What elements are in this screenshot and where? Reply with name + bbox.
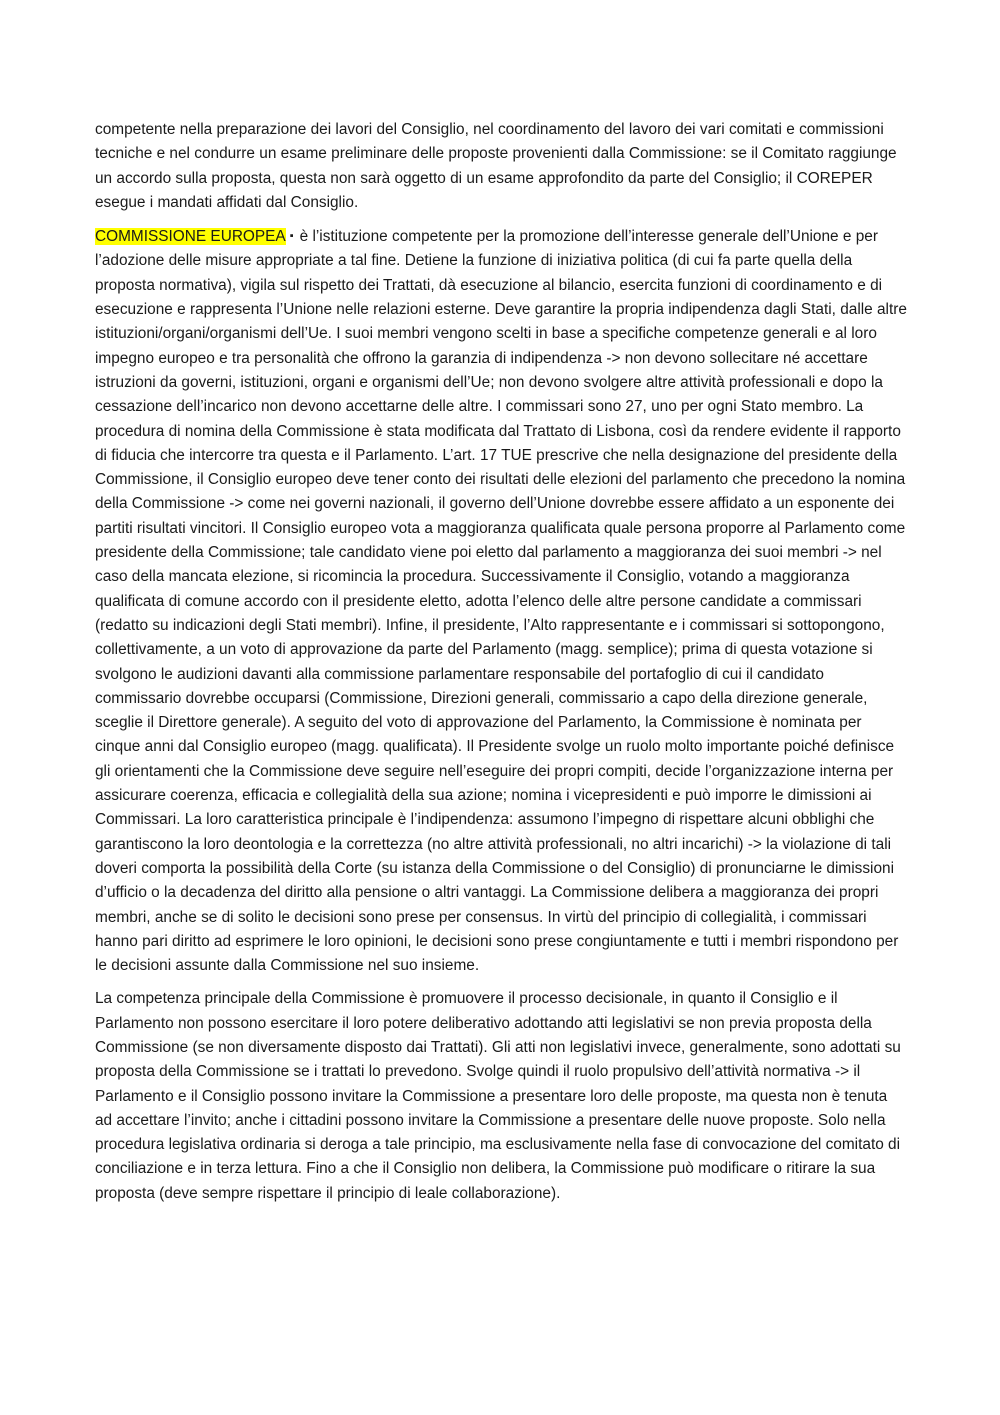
paragraph-commissione-body: è l’istituzione competente per la promozione dell’interesse generale dell’Unione e per l’adozione delle misure appropriate a tal fine. Detiene la funzione di iniziativa politica (di cui fa parte quella della proposta normativa), vigila sul rispetto dei Trattati, dà esecuzione al bilancio, esercita funzioni di coordinamento e di esecuzione e rappresenta l’Unione nelle relazioni esterne. Deve garantire la propria indipendenza dagli Stati, dalle altre istituzioni/organi/organismi dell’Ue. I suoi membri vengono scelti in base a specifiche competenze generali e al loro impegno europeo e tra personalità che offrono la garanzia di indipendenza -> non devono sollecitare né accettare istruzioni da governi, istituzioni, organi e organismi dell’Ue; non devono svolgere altre attività professionali e dopo la cessazione dell’incarico non devono accettarne delle altre. I commissari sono 27, uno per ogni Stato membro. La procedura di nomina della Commissione è stata modificata dal Trattato di Lisbona, così da rendere evidente il rapporto di fiducia che intercorre tra questa e il Parlamento. L’art. 17 TUE prescrive che nella designazione del presidente della Commissione, il Consiglio europeo deve tener conto dei risultati delle elezioni del parlamento che precedono la nomina della Commissione -> come nei governi nazionali, il governo dell’Unione dovrebbe essere affidato a un esponente dei partiti risultati vincitori. Il Consiglio europeo vota a maggioranza qualificata quale persona proporre al Parlamento come presidente della Commissione; tale candidato viene poi eletto dal parlamento a maggioranza dei suoi membri -> nel caso della mancata elezione, si ricomincia la procedura. Successivamente il Consiglio, votando a maggioranza qualificata di comune accordo con il presidente eletto, adotta l’elenco delle altre persone candidate a commissari (redatto su indicazioni degli Stati membri). Infine, il presidente, l’Alto rappresentante e i commissari si sottopongono, collettivamente, a un voto di approvazione da parte del Parlamento (magg. semplice); prima di questa votazione si svolgono le audizioni davanti alla commissione parlamentare responsabile del portafoglio di cui il candidato commissario dovrebbe occuparsi (Commissione, Direzioni generali, commissario a capo della direzione generale, sceglie il Direttore generale). A seguito del voto di approvazione del Parlamento, la Commissione è nominata per cinque anni dal Consiglio europeo (magg. qualificata). Il Presidente svolge un ruolo molto importante poiché definisce gli orientamenti che la Commissione deve seguire nell’eseguire dei propri compiti, decide l’organizzazione interna per assicurare coerenza, efficacia e collegialità della sua azione; nomina i vicepresidenti e può imporre le dimissioni ai Commissari. La loro caratteristica principale è l’indipendenza: assumono l’impegno di rispettare alcuni obblighi che garantiscono la loro deontologia e la correttezza (no altre attività professionali, no altri incarichi) -> la violazione di tali doveri comporta la possibilità della Corte (su istanza della Commissione o del Consiglio) di pronunciarne le dimissioni d’ufficio o la decadenza del diritto alla pensione o altri vantaggi. La Commissione delibera a maggioranza dei propri membri, anche se di solito le decisioni sono prese per consensus. In virtù del principio di collegialità, i commissari hanno pari diritto ad esprimere le loro opinioni, le decisioni sono prese congiuntamente e tutti i membri rispondono per le decisioni assunte dalla Commissione nel suo insieme. (95, 228, 907, 975)
section-heading-highlighted: COMMISSIONE EUROPEA (95, 228, 286, 246)
document-page (95, 118, 907, 1215)
paragraph-coreper: competente nella preparazione dei lavori del Consiglio, nel coordinamento del lavoro dei vari comitati e commissioni tecniche e nel condurre un esame preliminare delle proposte provenienti dalla Commissione: se il Comitato raggiunge un accordo sulla proposta, questa non sarà oggetto di un esame approfondito da parte del Consiglio; il COREPER esegue i mandati affidati dal Consiglio. (95, 121, 897, 211)
paragraph-commissione (95, 224, 907, 978)
bullet-icon: ▪ (289, 230, 294, 243)
paragraph-competenza: La competenza principale della Commissione è promuovere il processo decisionale, in quanto il Consiglio e il Parlamento non possono esercitare il loro potere deliberativo adottando atti legislativi se non previa proposta della Commissione (se non diversamente disposto dai Trattati). Gli atti non legislativi invece, generalmente, sono adottati su proposta della Commissione se i trattati lo prevedono. Svolge quindi il ruolo propulsivo dell’attività normativa -> il Parlamento e il Consiglio possono invitare la Commissione a presentare loro delle proposte, ma questa non è tenuta ad accettare l’invito; anche i cittadini possono invitare la Commissione a presentare delle nuove proposte. Solo nella procedura legislativa ordinaria si deroga a tale principio, ma esclusivamente nella fase di convocazione del comitato di conciliazione e in terza lettura. Fino a che il Consiglio non delibera, la Commissione può modificare o ritirare la sua proposta (deve sempre rispettare il principio di leale collaborazione). (95, 990, 901, 1202)
